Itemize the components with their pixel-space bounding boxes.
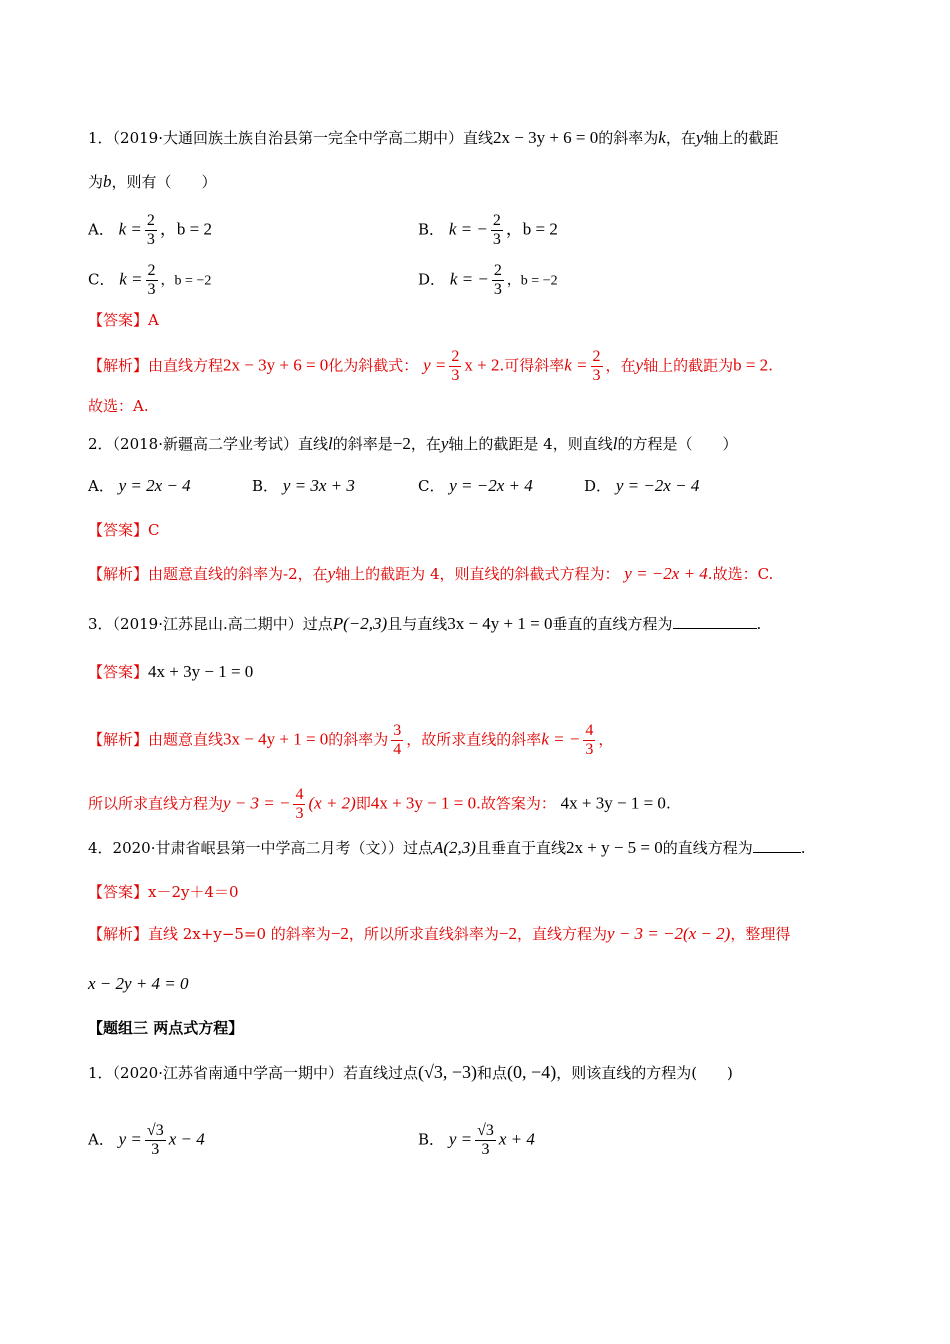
- analysis-text-b: ，所以所求直线斜率为: [348, 925, 499, 943]
- q2-stem: [88, 432, 737, 456]
- q3-stem-c: 垂直的直线方程为: [552, 615, 673, 633]
- answer-blank[interactable]: [673, 612, 757, 629]
- g3-q1-stem: [88, 1060, 733, 1085]
- q2-option-d: [584, 474, 699, 498]
- q2-l: l: [328, 434, 333, 453]
- q1-stem-text-d: 轴上的截距: [703, 129, 779, 147]
- option-k: k =: [119, 269, 143, 289]
- q2-answer: 【答案】C: [88, 521, 160, 539]
- q2-option-c: [418, 474, 533, 498]
- q4-line: 2x + y − 5 = 0: [565, 838, 663, 857]
- denominator: 3: [481, 1141, 490, 1158]
- numerator: 2: [592, 348, 601, 365]
- analysis-y-axis: y: [635, 355, 644, 375]
- q3-stem: [88, 612, 761, 636]
- fraction: [391, 722, 403, 759]
- option-label: B．: [252, 477, 279, 495]
- q3-analysis-line1: [88, 722, 613, 759]
- q2-analysis: [88, 562, 773, 586]
- analysis-text-e: ，在: [605, 356, 636, 375]
- option-y: y =: [448, 1129, 473, 1149]
- option-eq: y = 3x + 3: [282, 476, 355, 495]
- g3-q1-option-a: [88, 1122, 205, 1159]
- q3-stem-d: .: [756, 615, 762, 633]
- numerator: 4: [585, 722, 594, 739]
- g3-q1-point-2: (0, −4): [507, 1062, 557, 1082]
- option-label: D．: [418, 270, 446, 289]
- option-label: A．: [88, 1130, 114, 1149]
- option-b: ，b = 2: [505, 219, 558, 239]
- analysis-eq: 2x − 3y + 6 = 0: [223, 355, 329, 375]
- q1-stem-text-b: 的斜率为: [598, 129, 659, 147]
- answer-blank[interactable]: [753, 836, 801, 853]
- numerator: 2: [493, 262, 502, 279]
- q4-stem-d: .: [800, 839, 806, 857]
- analysis-eq: y − 3 = −2(x − 2): [607, 924, 731, 943]
- q1-option-a: [88, 212, 212, 249]
- q4-point: A(2,3): [433, 838, 476, 857]
- numerator: 2: [492, 212, 501, 229]
- q4-analysis: [88, 922, 790, 946]
- option-rest: x + 4: [498, 1129, 535, 1149]
- analysis-y: y: [327, 564, 336, 583]
- denominator: 3: [151, 1141, 160, 1158]
- analysis-text-h: .: [768, 356, 773, 375]
- q1-stem2-a: 为: [88, 173, 104, 191]
- analysis-text-c: ，故所求直线的斜率: [406, 730, 542, 749]
- q4-result: [88, 972, 189, 996]
- analysis-text-d: ，: [598, 730, 614, 749]
- q2-option-b: [252, 474, 355, 498]
- denominator: 4: [393, 741, 402, 758]
- option-label: A．: [88, 477, 114, 495]
- numerator: √3: [146, 1122, 164, 1139]
- analysis-text: 【解析】由题意直线: [88, 730, 224, 749]
- analysis-text-d: ，整理得: [730, 925, 791, 943]
- q4-stem-c: 的直线方程为: [662, 839, 753, 857]
- q1-y: y: [695, 128, 704, 147]
- q1-k: k: [658, 128, 666, 147]
- analysis-text-b: 的斜率为: [328, 730, 389, 749]
- option-label: B．: [418, 220, 445, 239]
- q4-stem: [88, 836, 806, 860]
- q1-option-d: [418, 262, 558, 299]
- q2-option-a: [88, 474, 191, 498]
- q2-stem-d: 轴上的截距是 4，则直线: [448, 435, 613, 453]
- analysis-text-b: 化为斜截式：: [328, 356, 419, 375]
- option-b: ，b = 2: [159, 219, 212, 239]
- analysis-y: y =: [423, 355, 447, 375]
- q1-stem-line1: [88, 126, 778, 150]
- analysis-text: 【解析】由直线方程: [88, 356, 224, 375]
- analysis-slope-1: −2: [330, 924, 349, 943]
- fraction: [583, 722, 595, 759]
- g3-q1-point-1: (√3, −3): [418, 1062, 478, 1082]
- q3-answer: [88, 660, 253, 684]
- q2-stem-b: 的斜率是: [332, 435, 393, 453]
- denominator: 3: [493, 281, 502, 298]
- fraction: [293, 786, 305, 823]
- analysis-eq-3: 4x + 3y − 1 = 0: [370, 793, 477, 813]
- analysis-k: k =: [564, 355, 588, 375]
- denominator: 3: [451, 367, 460, 384]
- option-label: C．: [418, 477, 445, 495]
- option-b: ，b = −2: [506, 273, 558, 289]
- fraction: [146, 262, 158, 299]
- g3-q1-stem-a: 1．（2020·江苏省南通中学高一期中）若直线过点: [88, 1064, 418, 1082]
- analysis-eq-4: 4x + 3y − 1 = 0: [560, 793, 666, 813]
- q2-stem-a: 2．（2018·新疆高二学业考试）直线: [88, 435, 328, 453]
- denominator: 3: [147, 281, 156, 298]
- fraction: [492, 262, 504, 299]
- q1-answer: 【答案】A: [88, 311, 159, 329]
- option-y: y =: [118, 1129, 142, 1149]
- q1-conclusion: 故选：A.: [88, 397, 149, 415]
- option-label: B．: [418, 1130, 445, 1149]
- q3-point: P(−2,3): [332, 614, 388, 633]
- q1-b: b: [103, 172, 112, 191]
- option-eq: y = −2x − 4: [615, 476, 700, 495]
- analysis-eq: 3x − 4y + 1 = 0: [223, 729, 329, 749]
- denominator: 3: [585, 741, 594, 758]
- denominator: 3: [492, 231, 501, 248]
- fraction: [475, 1122, 496, 1159]
- option-k: k = −: [448, 219, 488, 239]
- numerator: 2: [146, 212, 155, 229]
- numerator: 4: [295, 786, 304, 803]
- q3-analysis-line2: [88, 786, 671, 823]
- analysis-text-c: .故选：C.: [707, 565, 774, 583]
- analysis-slope-2: −2: [498, 924, 518, 943]
- analysis-text-f: 轴上的截距为: [643, 356, 734, 375]
- numerator: 3: [393, 722, 402, 739]
- option-label: D．: [584, 477, 612, 495]
- q4-answer: 【答案】x－2y＋4＝0: [88, 883, 239, 901]
- option-eq: y = −2x + 4: [449, 476, 533, 495]
- option-label: C．: [88, 270, 115, 289]
- q4-stem-a: 4．2020·甘肃省岷县第一中学高二月考（文））过点: [88, 839, 433, 857]
- option-b: ，b = −2: [160, 273, 212, 289]
- q1-analysis: [88, 348, 773, 385]
- numerator: 2: [451, 348, 460, 365]
- denominator: 3: [592, 367, 601, 384]
- numerator: √3: [477, 1122, 494, 1139]
- denominator: 3: [295, 805, 304, 822]
- g3-q1-option-b: [418, 1122, 535, 1159]
- analysis-text: 【解析】直线 2x+y−5=0 的斜率为: [88, 925, 331, 943]
- q2-l-2: l: [612, 434, 618, 453]
- analysis-text-d: .可得斜率: [499, 356, 565, 375]
- analysis-text-c: .故答案为：: [476, 794, 556, 813]
- q3-stem-a: 3．（2019·江苏昆山.高二期中）过点: [88, 615, 333, 633]
- q2-stem-c: ，在: [410, 435, 441, 453]
- q3-stem-b: 且与直线: [387, 615, 448, 633]
- analysis-eq-2: (x + 2): [308, 793, 356, 813]
- result-eq: x − 2y + 4 = 0: [88, 974, 189, 993]
- analysis-eq: y = −2x + 4: [624, 564, 708, 583]
- q1-equation: 2x − 3y + 6 = 0: [493, 128, 599, 147]
- q4-stem-b: 且垂直于直线: [475, 839, 566, 857]
- option-eq: y = 2x − 4: [118, 476, 191, 495]
- analysis-k: k = −: [541, 729, 581, 749]
- q1-option-b: [418, 212, 558, 249]
- q2-stem-e: 的方程是（ ）: [617, 435, 738, 453]
- numerator: 2: [147, 262, 156, 279]
- q2-slope: −2: [392, 434, 411, 453]
- fraction: [591, 348, 603, 385]
- answer-eq: 4x + 3y − 1 = 0: [148, 662, 254, 681]
- denominator: 3: [146, 231, 155, 248]
- analysis-text-c: ，直线方程为: [517, 925, 608, 943]
- q2-y: y: [440, 434, 449, 453]
- g3-q1-stem-c: ，则该直线的方程为( ): [556, 1064, 733, 1082]
- analysis-eq-c: x + 2: [464, 355, 500, 375]
- analysis-eq: y − 3 = −: [223, 793, 291, 813]
- analysis-text-b: 轴上的截距为 4，则直线的斜截式方程为：: [335, 565, 620, 583]
- fraction: [491, 212, 503, 249]
- option-k: k = −: [449, 269, 489, 289]
- q1-option-c: [88, 262, 211, 299]
- fraction: [145, 1122, 166, 1159]
- analysis-text-d: .: [665, 794, 671, 813]
- group3-title: 【题组三 两点式方程】: [88, 1019, 244, 1037]
- answer-label: 【答案】: [88, 663, 149, 681]
- analysis-text: 所以所求直线方程为: [88, 794, 224, 813]
- option-label: A．: [88, 220, 114, 239]
- analysis-text: 【解析】由题意直线的斜率为-2，在: [88, 565, 328, 583]
- q1-stem2-b: ，则有（ ）: [111, 173, 217, 191]
- analysis-eq-g: b = 2: [733, 355, 769, 375]
- g3-q1-stem-b: 和点: [477, 1064, 508, 1082]
- option-k: k =: [118, 219, 142, 239]
- q1-stem-text: 1．（2019·大通回族土族自治县第一完全中学高二期中）直线: [88, 129, 493, 147]
- q1-stem-text-c: ，在: [665, 129, 696, 147]
- option-rest: x − 4: [168, 1129, 205, 1149]
- analysis-text-b: 即: [355, 794, 371, 813]
- fraction: [449, 348, 461, 385]
- q1-stem-line2: [88, 170, 217, 194]
- q3-line: 3x − 4y + 1 = 0: [447, 614, 553, 633]
- fraction: [145, 212, 157, 249]
